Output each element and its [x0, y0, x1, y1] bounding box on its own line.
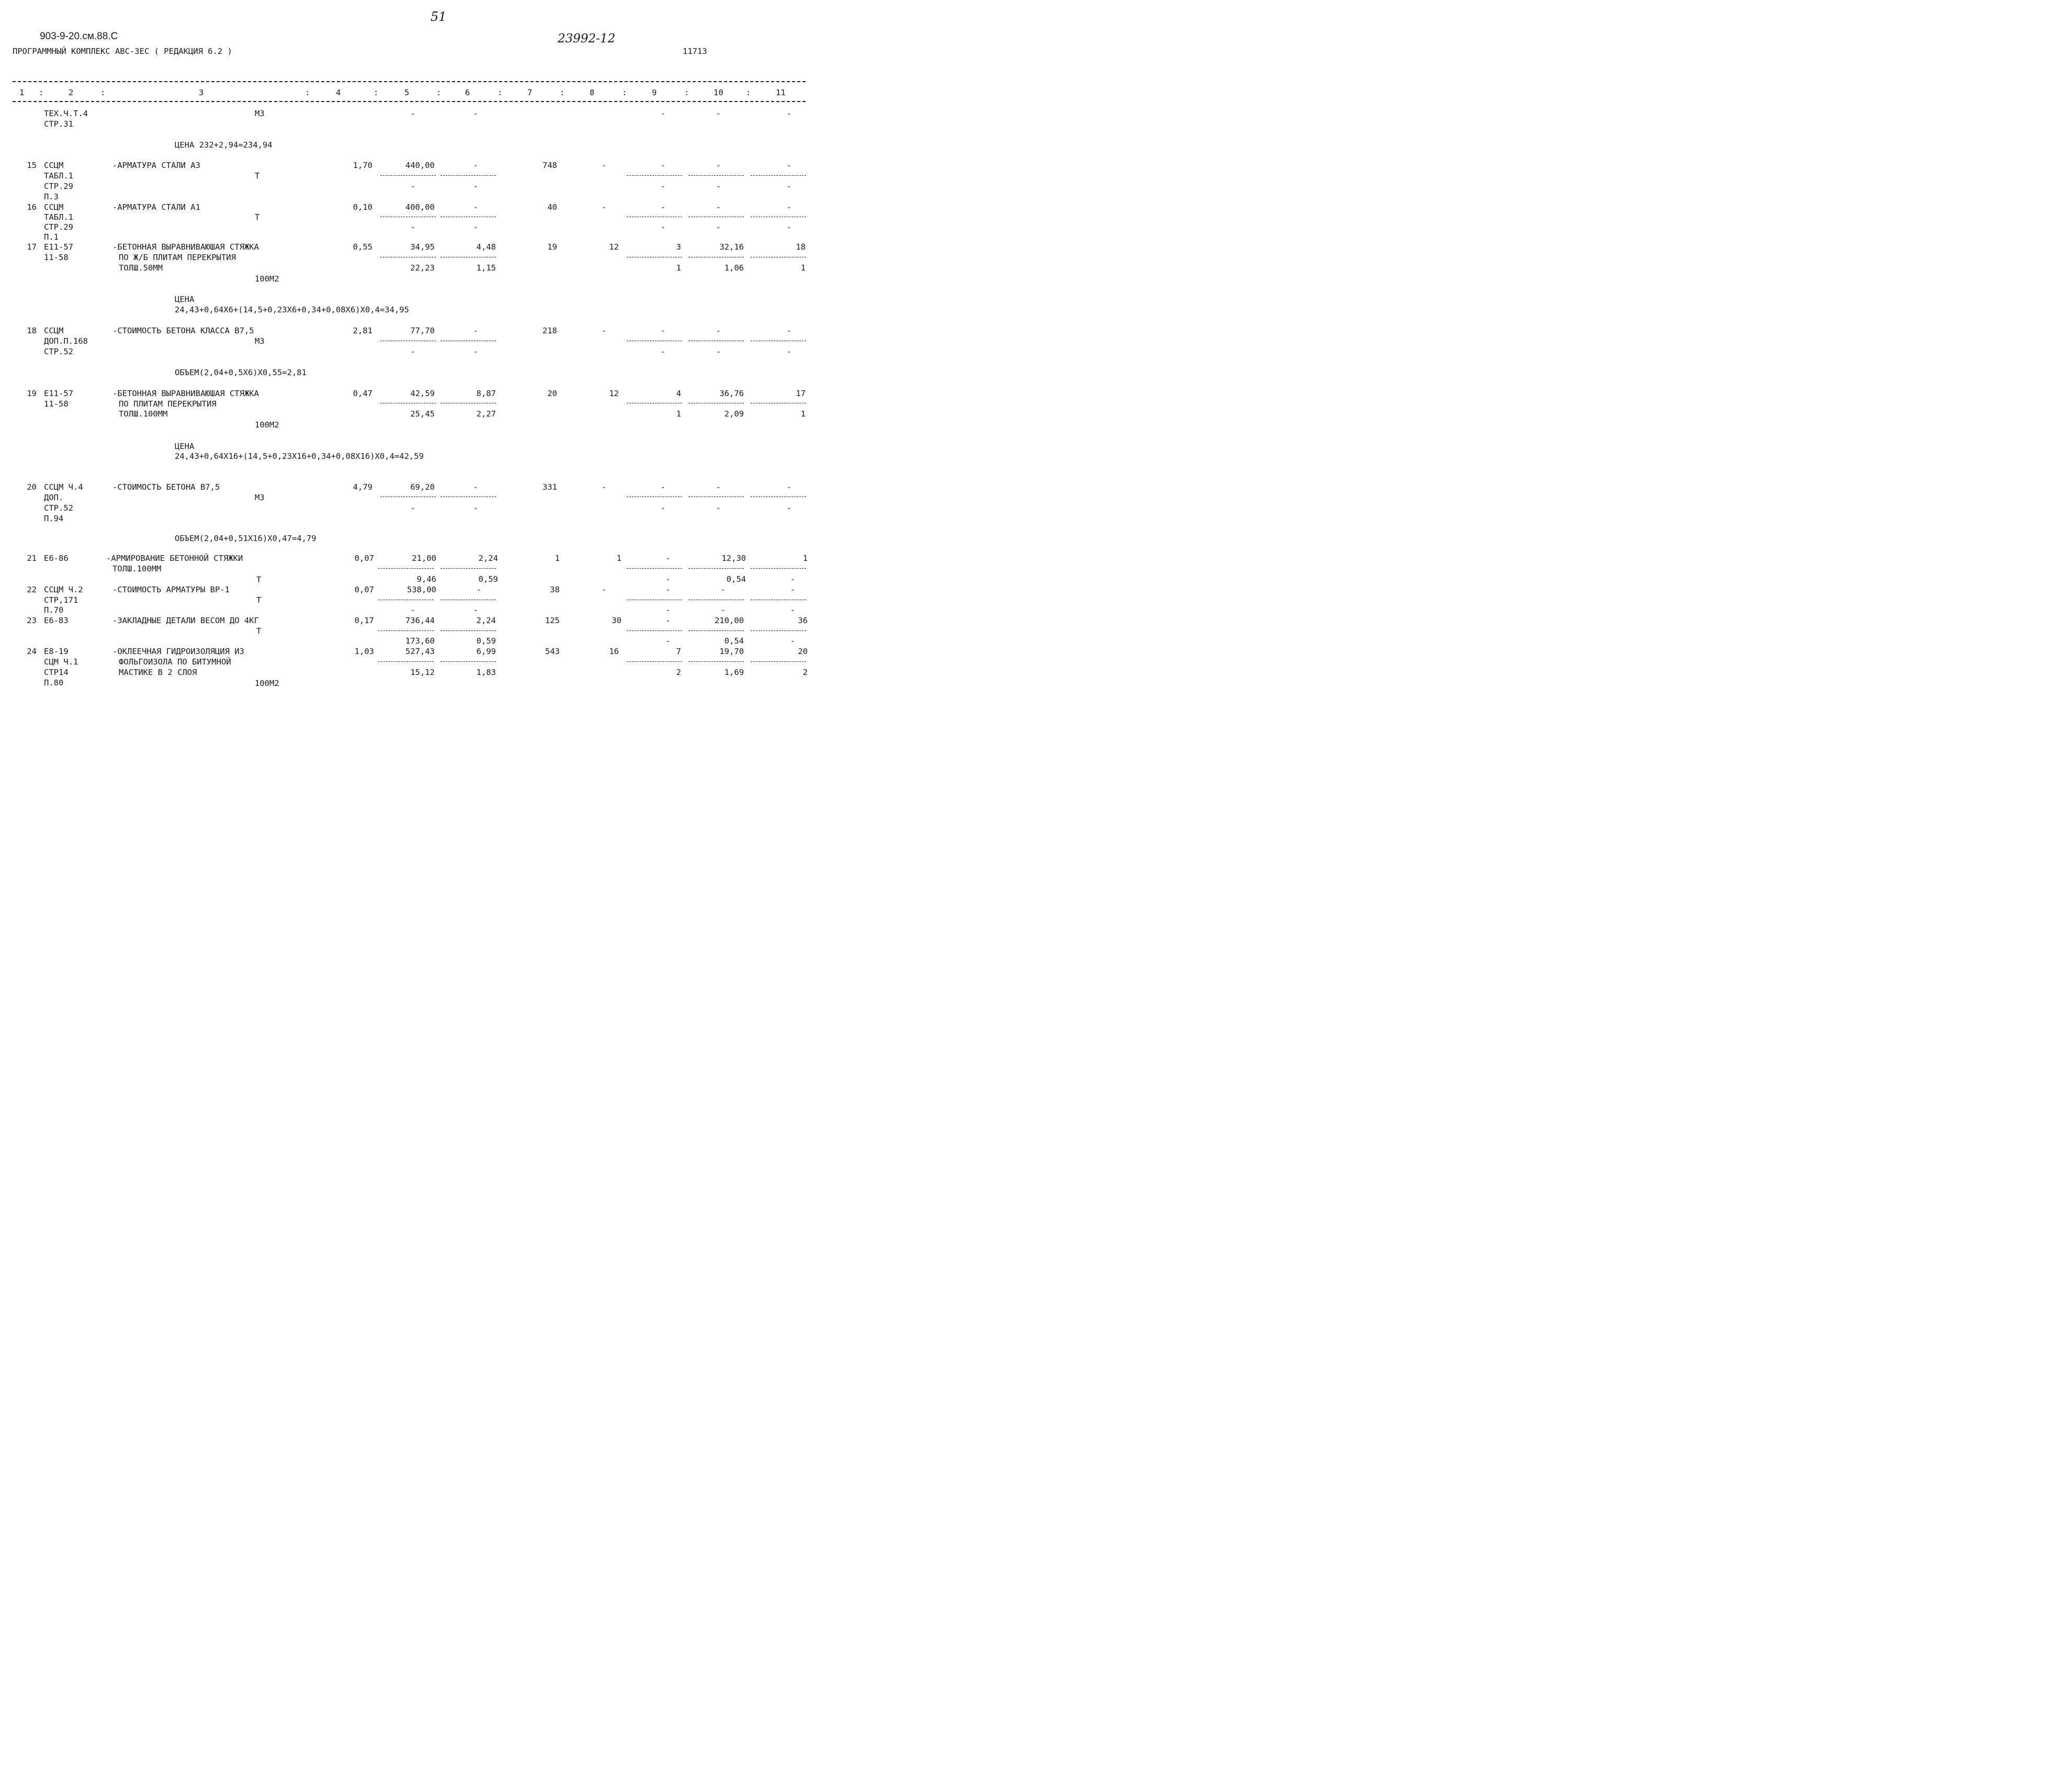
column-separator: : — [39, 88, 44, 97]
cell-col10-sub: - — [716, 347, 721, 356]
basis-code: П.70 — [44, 605, 64, 615]
cell-col6-sub: 0,59 — [478, 574, 498, 584]
cell-col5: 42,59 — [410, 389, 435, 398]
cell-col11-sub: 2 — [802, 668, 808, 677]
cell-col6-sub: - — [473, 605, 478, 615]
cell-col10-sub: - — [716, 222, 721, 232]
cell-col6-sub: - — [473, 222, 478, 232]
cell-col5-sub: - — [410, 222, 415, 232]
cell-col11: - — [786, 326, 791, 335]
column-separator: : — [497, 88, 503, 97]
cell-col10: 210,00 — [715, 616, 744, 625]
cell-col6-sub: 1,83 — [476, 668, 496, 677]
basis-code: СТР.29 — [44, 182, 73, 191]
basis-code: ТАБЛ.1 — [44, 212, 73, 222]
cell-col6-sub: 1,15 — [476, 263, 496, 273]
column-header: 1 — [19, 88, 25, 97]
cell-col6: 8,87 — [476, 389, 496, 398]
basis-code: ССЦМ — [44, 326, 64, 335]
cell-col10-sub: 0,54 — [726, 574, 746, 584]
price-formula: 24,43+0,64Х6+(14,5+0,23Х6+0,34+0,08Х6)Х0,4=34,95 — [175, 305, 409, 314]
cell-col5: 527,43 — [405, 647, 435, 656]
column-separator: : — [560, 88, 565, 97]
price-note: ЦЕНА — [175, 295, 195, 304]
cell-col11-sub: - — [786, 503, 791, 513]
column-separator: : — [305, 88, 310, 97]
column-header: 6 — [465, 88, 470, 97]
cell-col9: - — [665, 585, 671, 594]
cell-col9-sub: 1 — [676, 409, 681, 419]
cell-col11: - — [786, 202, 791, 212]
work-description: -СТОИМОСТЬ АРМАТУРЫ ВР-1 — [112, 585, 230, 594]
program-title: ПРОГРАММНЫЙ КОМПЛЕКС АВС-ЗЕС ( РЕДАКЦИЯ 6.2 ) — [13, 47, 232, 56]
basis-code: П.1 — [44, 232, 59, 242]
document-code: 903-9-20.см.88.С — [40, 31, 118, 42]
cell-col11-sub: - — [786, 182, 791, 191]
cell-col9-sub: - — [660, 222, 665, 232]
column-header: 9 — [652, 88, 657, 97]
cell-col5: - — [410, 109, 415, 118]
cell-col8: 12 — [609, 242, 619, 252]
cell-col5: 440,00 — [405, 161, 435, 170]
cell-col6: - — [473, 202, 478, 212]
cell-col6: 2,24 — [478, 554, 498, 563]
cell-col7: 20 — [547, 389, 557, 398]
cell-quantity: 1,03 — [354, 647, 374, 656]
cell-col6-sub: - — [473, 503, 478, 513]
basis-code: П.80 — [44, 678, 64, 688]
cell-col11: 17 — [796, 389, 806, 398]
cell-col10: 19,70 — [719, 647, 744, 656]
cell-col7: 218 — [542, 326, 557, 335]
cell-col10-sub: 0,54 — [724, 636, 744, 646]
cell-col6-sub: 2,27 — [476, 409, 496, 419]
basis-code: Е11-57 — [44, 242, 73, 252]
cell-col5-sub: 173,60 — [405, 636, 435, 646]
unit: 100М2 — [255, 274, 279, 284]
cell-col5: 77,70 — [410, 326, 435, 335]
volume-note: ОБЪЕМ(2,04+0,51Х16)Х0,47=4,79 — [175, 534, 316, 543]
unit: Т — [255, 171, 260, 181]
cell-col11: - — [786, 482, 791, 492]
cell-quantity: 2,81 — [353, 326, 372, 335]
sub-rule — [378, 630, 434, 631]
cell-col6: - — [476, 585, 481, 594]
work-description: ПО Ж/Б ПЛИТАМ ПЕРЕКРЫТИЯ — [119, 253, 236, 262]
sub-rule — [688, 661, 744, 662]
cell-quantity: 0,07 — [354, 585, 374, 594]
cell-col10: - — [716, 109, 721, 118]
cell-col7: 748 — [542, 161, 557, 170]
cell-col11: - — [786, 109, 791, 118]
column-header: 11 — [776, 88, 786, 97]
basis-code: ССЦМ — [44, 161, 64, 170]
basis-code: П.3 — [44, 192, 59, 201]
cell-col5-sub: 9,46 — [416, 574, 436, 584]
row-number: 16 — [27, 202, 37, 212]
cell-col9: 3 — [676, 242, 681, 252]
sub-rule — [627, 175, 682, 176]
work-description: -АРМАТУРА СТАЛИ А1 — [112, 202, 200, 212]
work-description: -СТОИМОСТЬ БЕТОНА В7,5 — [112, 482, 220, 492]
cell-col6: - — [473, 161, 478, 170]
cell-col11-sub: - — [790, 605, 795, 615]
sub-rule — [751, 175, 806, 176]
table-top-rule — [13, 81, 806, 82]
cell-col10-sub: 1,69 — [724, 668, 744, 677]
cell-col9-sub: - — [665, 636, 671, 646]
cell-col11-sub: 1 — [800, 409, 806, 419]
cell-col6-sub: 0,59 — [476, 636, 496, 646]
cell-col9-sub: 2 — [676, 668, 681, 677]
sub-rule — [627, 568, 682, 569]
basis-code: Е8-19 — [44, 647, 69, 656]
cell-quantity: 0,17 — [354, 616, 374, 625]
cell-col9: - — [660, 109, 665, 118]
cell-col10-sub: 2,09 — [724, 409, 744, 419]
work-description: -ОКЛЕЕЧНАЯ ГИДРОИЗОЛЯЦИЯ ИЗ — [112, 647, 244, 656]
cell-col5-sub: - — [410, 605, 415, 615]
cell-col9-sub: - — [665, 605, 671, 615]
cell-quantity: 4,79 — [353, 482, 372, 492]
basis-code: СТР.29 — [44, 222, 73, 232]
sub-rule — [440, 568, 496, 569]
cell-col9: - — [660, 202, 665, 212]
cell-col9-sub: - — [660, 347, 665, 356]
cell-col6: - — [473, 109, 478, 118]
unit: 100М2 — [255, 420, 279, 430]
cell-col6: 2,24 — [476, 616, 496, 625]
row-number: 23 — [27, 616, 37, 625]
cell-col7: 1 — [555, 554, 560, 563]
cell-col5: 69,20 — [410, 482, 435, 492]
sheet-number: 11713 — [683, 47, 707, 56]
sub-rule — [440, 661, 496, 662]
cell-col10: - — [716, 482, 721, 492]
cell-col6-sub: - — [473, 347, 478, 356]
work-description: ФОЛЬГОИЗОЛА ПО БИТУМНОЙ — [119, 657, 231, 667]
sub-rule — [378, 661, 434, 662]
basis-code: ТАБЛ.1 — [44, 171, 73, 181]
cell-col5-sub: 25,45 — [410, 409, 435, 419]
row-number: 20 — [27, 482, 37, 492]
unit: 100М2 — [255, 679, 279, 688]
price-note: ЦЕНА 232+2,94=234,94 — [175, 140, 273, 150]
row-number: 22 — [27, 585, 37, 594]
cell-col8: - — [601, 161, 606, 170]
cell-col7: 125 — [545, 616, 560, 625]
column-header: 10 — [714, 88, 723, 97]
cell-quantity: 0,47 — [353, 389, 372, 398]
cell-col6: 6,99 — [476, 647, 496, 656]
document-page — [0, 0, 816, 709]
basis-code: Е6-83 — [44, 616, 69, 625]
sub-rule — [688, 568, 744, 569]
row-number: 21 — [27, 554, 37, 563]
cell-col9: - — [660, 326, 665, 335]
cell-col5-sub: - — [410, 182, 415, 191]
work-description: -АРМИРОВАНИЕ БЕТОННОЙ СТЯЖКИ — [106, 554, 243, 563]
work-description: -БЕТОННАЯ ВЫРАВНИВАЮШАЯ СТЯЖКА — [112, 242, 259, 252]
volume-note: ОБЪЕМ(2,04+0,5Х6)Х0,55=2,81 — [175, 368, 307, 377]
cell-col9-sub: 1 — [676, 263, 681, 273]
cell-col7: 331 — [542, 482, 557, 492]
unit: М3 — [255, 493, 265, 502]
cell-col8: - — [601, 482, 606, 492]
row-number: 18 — [27, 326, 37, 335]
column-header: 8 — [590, 88, 595, 97]
cell-col5-sub: - — [410, 347, 415, 356]
basis-code: ДОП. — [44, 493, 64, 502]
cell-col9: - — [665, 554, 671, 563]
basis-code: П.94 — [44, 514, 64, 523]
basis-code: 11-58 — [44, 399, 69, 409]
cell-col9: - — [660, 161, 665, 170]
cell-col11: 20 — [798, 647, 808, 656]
work-description: ТОЛШ.100ММ — [112, 564, 162, 573]
basis-code: ТЕХ.Ч.Т.4 — [44, 109, 88, 118]
sub-rule — [751, 661, 806, 662]
unit: Т — [255, 212, 260, 222]
cell-col6: - — [473, 482, 478, 492]
row-number: 15 — [27, 161, 37, 170]
unit: Т — [256, 595, 262, 605]
work-description: ТОЛШ.100ММ — [119, 409, 168, 419]
column-separator: : — [746, 88, 751, 97]
cell-col5-sub: 15,12 — [410, 668, 435, 677]
column-separator: : — [100, 88, 106, 97]
basis-code: ССЦМ — [44, 202, 64, 212]
column-header: 5 — [404, 88, 410, 97]
table-header-rule — [13, 101, 806, 102]
cell-col10: - — [716, 202, 721, 212]
cell-col11: - — [786, 161, 791, 170]
cell-col11: 36 — [798, 616, 808, 625]
price-note: ЦЕНА — [175, 442, 195, 451]
cell-col11-sub: - — [790, 574, 795, 584]
cell-col5: 538,00 — [407, 585, 436, 594]
basis-code: СЦМ Ч.1 — [44, 657, 78, 667]
cell-col11-sub: - — [786, 222, 791, 232]
cell-col8: 16 — [609, 647, 619, 656]
cell-col10: - — [716, 161, 721, 170]
cell-col8: 30 — [612, 616, 621, 625]
cell-col5: 400,00 — [405, 202, 435, 212]
sub-rule — [440, 175, 496, 176]
cell-col9: - — [665, 616, 671, 625]
unit: Т — [256, 626, 262, 636]
cell-col10-sub: 1,06 — [724, 263, 744, 273]
column-separator: : — [436, 88, 442, 97]
cell-col5: 736,44 — [405, 616, 435, 625]
cell-col7: 40 — [547, 202, 557, 212]
basis-code: ССЦМ Ч.2 — [44, 585, 83, 594]
cell-col10: 32,16 — [719, 242, 744, 252]
work-description: -БЕТОННАЯ ВЫРАВНИВАЮШАЯ СТЯЖКА — [112, 389, 259, 398]
price-formula: 24,43+0,64Х16+(14,5+0,23Х16+0,34+0,08Х16)Х0,4=42,59 — [175, 452, 424, 461]
cell-col7: 38 — [550, 585, 560, 594]
column-separator: : — [374, 88, 379, 97]
cell-quantity: 0,55 — [353, 242, 372, 252]
work-description: -СТОИМОСТЬ БЕТОНА КЛАССА В7,5 — [112, 326, 254, 335]
cell-col11-sub: - — [790, 636, 795, 646]
basis-code: ССЦМ Ч.4 — [44, 482, 83, 492]
handwritten-code: 23992-12 — [558, 32, 616, 46]
cell-col9-sub: - — [660, 182, 665, 191]
cell-quantity: 1,70 — [353, 161, 372, 170]
cell-col6: - — [473, 326, 478, 335]
work-description: МАСТИКЕ В 2 СЛОЯ — [119, 668, 197, 677]
cell-col6: 4,48 — [476, 242, 496, 252]
sub-rule — [688, 630, 744, 631]
cell-col5: 21,00 — [412, 554, 436, 563]
sub-rule — [751, 568, 806, 569]
work-description: ТОЛШ.50ММ — [119, 263, 163, 273]
cell-col7: 19 — [547, 242, 557, 252]
work-description: ПО ПЛИТАМ ПЕРЕКРЫТИЯ — [119, 399, 217, 409]
cell-col7: 543 — [545, 647, 560, 656]
unit: Т — [256, 575, 262, 584]
sub-rule — [688, 175, 744, 176]
column-separator: : — [684, 88, 689, 97]
cell-col11: 1 — [802, 554, 808, 563]
basis-code: СТР.31 — [44, 119, 73, 129]
cell-col9-sub: - — [665, 574, 671, 584]
sub-rule — [378, 568, 434, 569]
row-number: 17 — [27, 242, 37, 252]
basis-code: СТР,171 — [44, 595, 78, 605]
basis-code: СТР.52 — [44, 347, 73, 356]
basis-code: 11-58 — [44, 253, 69, 262]
cell-col10: 36,76 — [719, 389, 744, 398]
cell-quantity: 0,07 — [354, 554, 374, 563]
cell-col11-sub: - — [786, 347, 791, 356]
cell-col5: 34,95 — [410, 242, 435, 252]
unit: М3 — [255, 336, 265, 346]
cell-col8: 12 — [609, 389, 619, 398]
cell-col9: - — [660, 482, 665, 492]
basis-code: Е6-86 — [44, 554, 69, 563]
basis-code: СТР.52 — [44, 503, 73, 513]
row-number: 19 — [27, 389, 37, 398]
basis-code: ДОП.П.168 — [44, 336, 88, 346]
cell-col8: 1 — [616, 554, 621, 563]
unit: М3 — [255, 109, 265, 118]
cell-col6-sub: - — [473, 182, 478, 191]
cell-col9: 4 — [676, 389, 681, 398]
cell-col8: - — [601, 202, 606, 212]
cell-col10: - — [720, 585, 726, 594]
cell-quantity: 0,10 — [353, 202, 372, 212]
cell-col9: 7 — [676, 647, 681, 656]
basis-code: Е11-57 — [44, 389, 73, 398]
column-separator: : — [622, 88, 627, 97]
cell-col5-sub: - — [410, 503, 415, 513]
cell-col11: - — [790, 585, 795, 594]
cell-col10-sub: - — [720, 605, 726, 615]
cell-col10-sub: - — [716, 182, 721, 191]
cell-col8: - — [601, 585, 606, 594]
row-number: 24 — [27, 647, 37, 656]
work-description: -ЗАКЛАДНЫЕ ДЕТАЛИ ВЕСОМ ДО 4КГ — [112, 616, 259, 625]
cell-col10: 12,30 — [721, 554, 746, 563]
page-number: 51 — [431, 9, 447, 24]
sub-rule — [627, 630, 682, 631]
cell-col5-sub: 22,23 — [410, 263, 435, 273]
column-header: 4 — [336, 88, 341, 97]
column-header: 2 — [69, 88, 74, 97]
sub-rule — [440, 630, 496, 631]
basis-code: СТР14 — [44, 668, 69, 677]
cell-col10: - — [716, 326, 721, 335]
column-header: 7 — [527, 88, 533, 97]
column-header: 3 — [199, 88, 204, 97]
sub-rule — [751, 630, 806, 631]
cell-col9-sub: - — [660, 503, 665, 513]
cell-col10-sub: - — [716, 503, 721, 513]
cell-col8: - — [601, 326, 606, 335]
work-description: -АРМАТУРА СТАЛИ А3 — [112, 161, 200, 170]
cell-col11-sub: 1 — [800, 263, 806, 273]
sub-rule — [627, 661, 682, 662]
cell-col11: 18 — [796, 242, 806, 252]
sub-rule — [380, 175, 436, 176]
